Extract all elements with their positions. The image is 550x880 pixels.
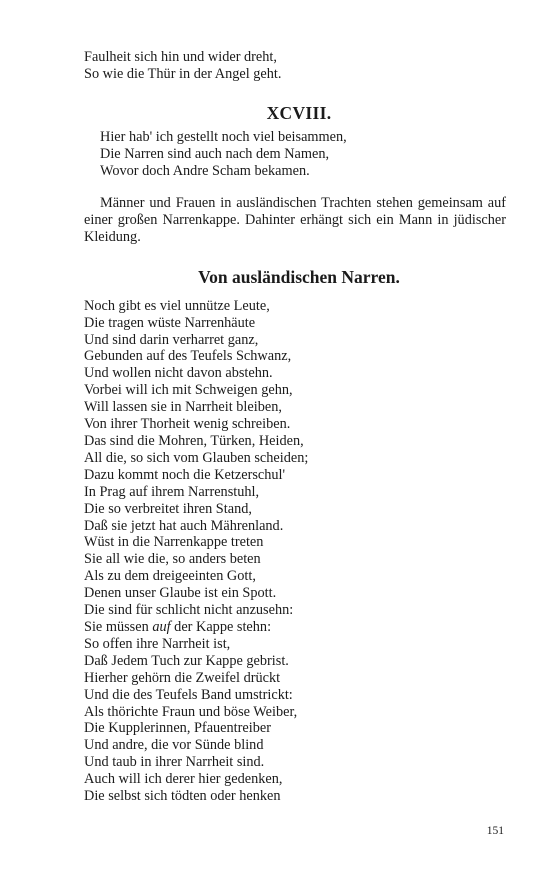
poem-line: Das sind die Mohren, Türken, Heiden,	[84, 433, 304, 449]
poem-line: Hierher gehörn die Zweifel drückt	[84, 669, 281, 686]
poem-line: In Prag auf ihrem Narrenstuhl,	[84, 483, 260, 500]
page-body	[84, 49, 506, 805]
poem-line: Und die des Teufels Band umstrickt:	[84, 686, 293, 703]
poem-line: Denen unser Glaube ist ein Spott.	[84, 585, 277, 602]
poem-line: So offen ihre Narrheit ist,	[84, 635, 231, 652]
poem-line: Als thörichte Fraun und böse Weiber,	[84, 703, 298, 720]
poem-line: Die so verbreitet ihren Stand,	[84, 500, 252, 517]
motto-verse	[84, 129, 506, 180]
poem-stanza-a	[84, 298, 506, 619]
poem-line: All die, so sich vom Glauben scheiden;	[84, 449, 309, 466]
poem-line: Die selbst sich tödten oder henken	[84, 788, 281, 805]
motto-line: Die Narren sind auch nach dem Namen,	[100, 145, 330, 162]
poem-line: Daß Jedem Tuch zur Kappe gebrist.	[84, 652, 289, 669]
page-number: 151	[486, 825, 504, 837]
poem-line: Gebunden auf des Teufels Schwanz,	[84, 348, 292, 365]
poem-line: Die sind für schlicht nicht anzusehn:	[84, 602, 294, 619]
poem-line: Noch gibt es viel unnütze Leute,	[84, 297, 270, 314]
poem-line: Als zu dem dreigeeinten Gott,	[84, 568, 256, 585]
poem-line: Und wollen nicht davon abstehn.	[84, 365, 273, 382]
poem-line: Und taub in ihrer Narrheit sind.	[84, 754, 265, 771]
emphasis-after: der Kappe stehn:	[170, 618, 272, 635]
poem-line: Und andre, die vor Sünde blind	[84, 737, 264, 754]
poem-line: Will lassen sie in Narrheit bleiben,	[84, 399, 282, 416]
top-verse	[84, 49, 506, 83]
poem-stanza-b	[84, 636, 506, 805]
motto-line: Wovor doch Andre Scham bekamen.	[100, 162, 310, 179]
poem-line: Auch will ich derer hier gedenken,	[84, 771, 283, 788]
poem-line: Daß sie jetzt hat auch Mährenland.	[84, 517, 284, 534]
section-title: Von ausländischen Narren.	[198, 266, 400, 287]
poem-line: Vorbei will ich mit Schweigen gehn,	[84, 382, 293, 399]
emphasis-before: Sie müssen	[84, 618, 153, 635]
chapter-heading: XCVIII.	[266, 102, 332, 123]
illustration-caption: Männer und Frauen in ausländischen Trachten stehen gemeinsam auf einer großen Narrenkappe. Dahinter erhängt sich ein Mann in jüdischer Kleidung.	[84, 194, 506, 246]
poem-line: Wüst in die Narrenkappe treten	[84, 534, 264, 551]
verse-line: Faulheit sich hin und wider dreht,	[84, 49, 277, 65]
poem-body	[84, 298, 506, 805]
poem-line-emphasis	[84, 619, 506, 636]
poem-line: Und sind darin verharret ganz,	[84, 331, 259, 348]
poem-line: Sie all wie die, so anders beten	[84, 551, 261, 568]
poem-line: Dazu kommt noch die Ketzerschul'	[84, 466, 286, 483]
motto-line: Hier hab' ich gestellt noch viel beisammen,	[100, 128, 347, 145]
poem-line: Von ihrer Thorheit wenig schreiben.	[84, 416, 291, 433]
poem-line: Die Kupplerinnen, Pfauentreiber	[84, 720, 271, 737]
emphasis-word: auf	[152, 618, 171, 635]
poem-line: Die tragen wüste Narrenhäute	[84, 314, 256, 331]
verse-line: So wie die Thür in der Angel geht.	[84, 65, 282, 82]
